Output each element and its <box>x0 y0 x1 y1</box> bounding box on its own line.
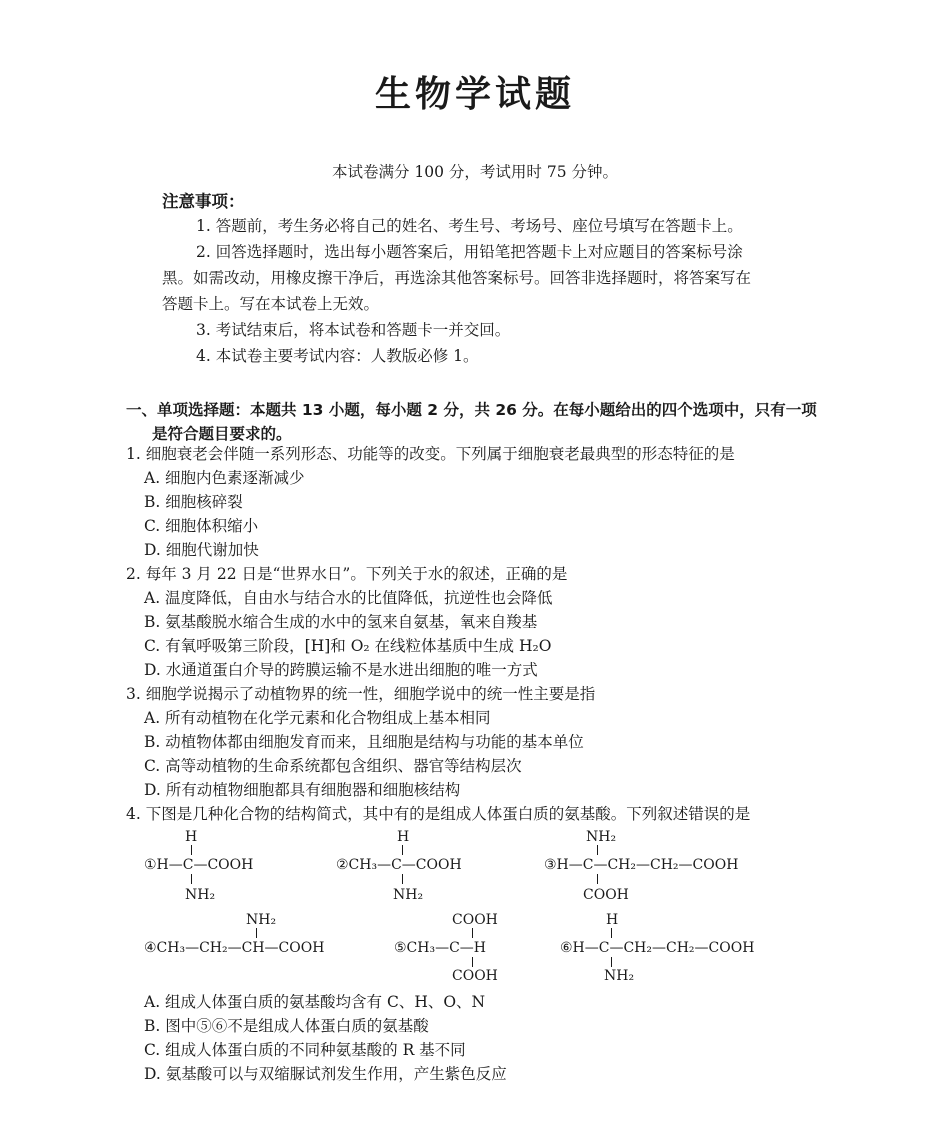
question-2-option-d: D. 水通道蛋白介导的跨膜运输不是水进出细胞的唯一方式 <box>144 661 538 679</box>
notice-item-2: 2. 回答选择题时，选出每小题答案后，用铅笔把答题卡上对应题目的答案标号涂 <box>196 243 743 261</box>
structure-4-main: ④CH₃—CH₂—CH—COOH <box>144 940 325 956</box>
section-heading-cont: 是符合题目要求的。 <box>152 425 292 443</box>
section-heading: 一、单项选择题：本题共 13 小题，每小题 2 分，共 26 分。在每小题给出的四个选项中，只有一项 <box>126 401 817 419</box>
notice-heading: 注意事项： <box>162 192 245 211</box>
structure-4-top: NH₂ <box>246 912 277 928</box>
question-1-option-a: A. 细胞内色素逐渐减少 <box>144 469 305 487</box>
exam-info: 本试卷满分 100 分，考试用时 75 分钟。 <box>331 163 619 181</box>
structure-3-main: ③H—C—CH₂—CH₂—COOH <box>544 857 739 873</box>
question-4-option-a: A. 组成人体蛋白质的氨基酸均含有 C、H、O、N <box>144 993 486 1011</box>
question-3-option-a: A. 所有动植物在化学元素和化合物组成上基本相同 <box>144 709 491 727</box>
question-4-option-b: B. 图中⑤⑥不是组成人体蛋白质的氨基酸 <box>144 1017 429 1035</box>
notice-item-3: 3. 考试结束后，将本试卷和答题卡一并交回。 <box>196 321 511 339</box>
structure-5-bottom: COOH <box>452 968 498 984</box>
question-1-option-b: B. 细胞核碎裂 <box>144 493 243 511</box>
question-3-stem: 3. 细胞学说揭示了动植物界的统一性，细胞学说中的统一性主要是指 <box>126 685 596 703</box>
question-2-option-c: C. 有氧呼吸第三阶段，[H]和 O₂ 在线粒体基质中生成 H₂O <box>144 637 552 655</box>
structure-3-bottom: COOH <box>583 887 629 903</box>
notice-item-2-cont: 黑。如需改动，用橡皮擦干净后，再选涂其他答案标号。回答非选择题时，将答案写在 <box>162 269 752 287</box>
question-2-stem: 2. 每年 3 月 22 日是“世界水日”。下列关于水的叙述，正确的是 <box>126 565 568 583</box>
structure-6-main: ⑥H—C—CH₂—CH₂—COOH <box>560 940 755 956</box>
question-1-option-c: C. 细胞体积缩小 <box>144 517 259 535</box>
structure-3-top: NH₂ <box>586 829 617 845</box>
structure-1-bottom: NH₂ <box>185 887 216 903</box>
question-4-option-d: D. 氨基酸可以与双缩脲试剂发生作用，产生紫色反应 <box>144 1065 507 1083</box>
structure-5-main: ⑤CH₃—C—H <box>394 940 487 956</box>
structure-6-top: H <box>606 912 619 928</box>
question-3-option-c: C. 高等动植物的生命系统都包含组织、器官等结构层次 <box>144 757 522 775</box>
structure-2-top: H <box>397 829 410 845</box>
question-3-option-b: B. 动植物体都由细胞发育而来，且细胞是结构与功能的基本单位 <box>144 733 584 751</box>
question-1-option-d: D. 细胞代谢加快 <box>144 541 259 559</box>
question-2-option-a: A. 温度降低，自由水与结合水的比值降低，抗逆性也会降低 <box>144 589 553 607</box>
structure-6-bottom: NH₂ <box>604 968 635 984</box>
notice-item-1: 1. 答题前，考生务必将自己的姓名、考生号、考场号、座位号填写在答题卡上。 <box>196 217 743 235</box>
question-1-stem: 1. 细胞衰老会伴随一系列形态、功能等的改变。下列属于细胞衰老最典型的形态特征的是 <box>126 445 735 463</box>
page-title: 生物学试题 <box>374 74 575 115</box>
structure-2-bottom: NH₂ <box>393 887 424 903</box>
structure-2-main: ②CH₃—C—COOH <box>336 857 462 873</box>
structure-5-top: COOH <box>452 912 498 928</box>
question-4-option-c: C. 组成人体蛋白质的不同种氨基酸的 R 基不同 <box>144 1041 466 1059</box>
question-4-stem: 4. 下图是几种化合物的结构简式，其中有的是组成人体蛋白质的氨基酸。下列叙述错误的是 <box>126 805 751 823</box>
notice-item-2-cont2: 答题卡上。写在本试卷上无效。 <box>162 295 380 313</box>
notice-item-4: 4. 本试卷主要考试内容：人教版必修 1。 <box>196 347 479 365</box>
structure-1-main: ①H—C—COOH <box>144 857 254 873</box>
question-3-option-d: D. 所有动植物细胞都具有细胞器和细胞核结构 <box>144 781 461 799</box>
structure-1-top: H <box>185 829 198 845</box>
question-2-option-b: B. 氨基酸脱水缩合生成的水中的氢来自氨基，氧来自羧基 <box>144 613 538 631</box>
